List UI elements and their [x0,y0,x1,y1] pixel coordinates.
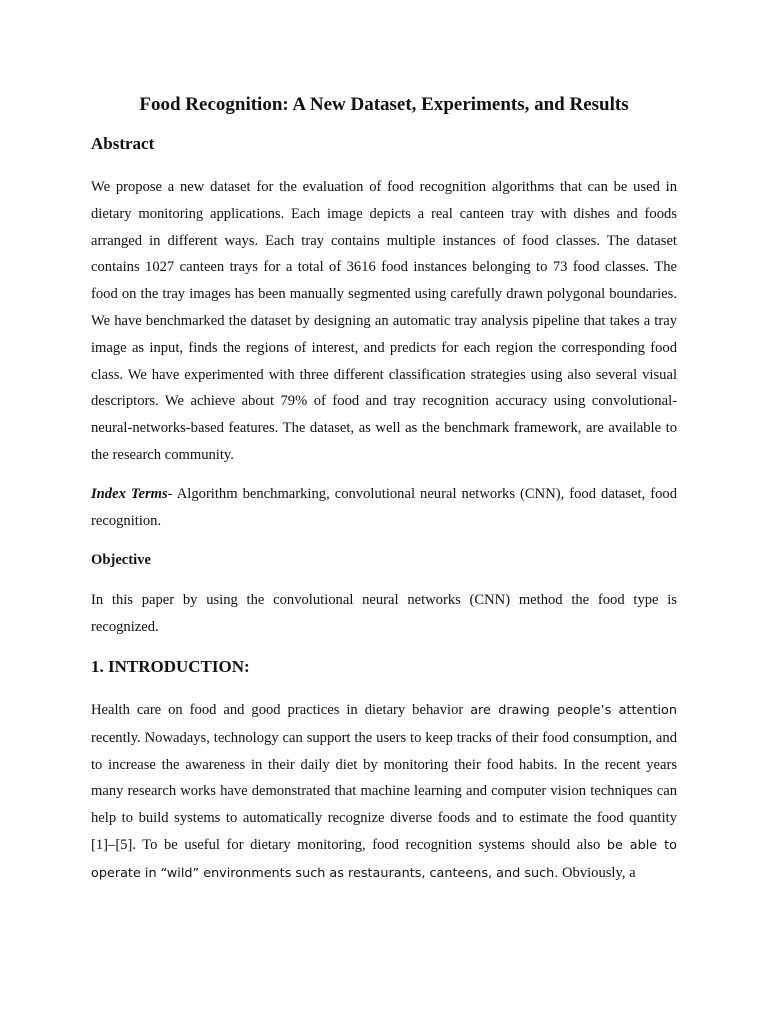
introduction-heading: 1. INTRODUCTION: [91,657,250,676]
objective-paragraph: In this paper by using the convolutional neural networks (CNN) method the food type is recognized. [91,592,677,635]
index-terms-paragraph [91,481,677,535]
intro-text-4: be able to operate in “wild” environments such as restaurants, canteens, and such. [91,837,677,881]
paper-title: Food Recognition: A New Dataset, Experiments, and Results [139,94,629,115]
intro-text-2: are drawing people’s attention [470,703,677,718]
intro-text-3: recently. Nowadays, technology can support the users to keep tracks of their food consumption, and to increase the awareness in their daily diet by monitoring their food habits. In the recent years many research works have demonstrated that machine learning and computer vision techniques can help to build systems to automatically recognize diverse foods and to estimate the food quantity [1]–[5]. To be useful for dietary monitoring, food recognition systems should also [91,729,677,853]
objective-heading: Objective [91,552,151,568]
intro-text-1: Health care on food and good practices in dietary behavior [91,702,471,718]
index-terms-label: Index Terms [91,486,168,502]
introduction-paragraph [91,697,677,888]
intro-text-5: Obviously, a [558,864,636,881]
abstract-heading: Abstract [91,134,155,153]
index-terms-text: - Algorithm benchmarking, convolutional neural networks (CNN), food dataset, food recognition. [91,486,678,529]
abstract-paragraph: We propose a new dataset for the evaluation of food recognition algorithms that can be used in dietary monitoring applications. Each image depicts a real canteen tray with dishes and foods arranged in different ways. Each tray contains multiple instances of food classes. The dataset contains 1027 canteen trays for a total of 3616 food instances belonging to 73 food classes. The food on the tray images has been manually segmented using carefully drawn polygonal boundaries. We have benchmarked the dataset by designing an automatic tray analysis pipeline that takes a tray image as input, finds the regions of interest, and predicts for each region the corresponding food class. We have experimented with three different classification strategies using also several visual descriptors. We achieve about 79% of food and tray recognition accuracy using convolutional-neural-networks-based features. The dataset, as well as the benchmark framework, are available to the research community. [91,179,677,463]
